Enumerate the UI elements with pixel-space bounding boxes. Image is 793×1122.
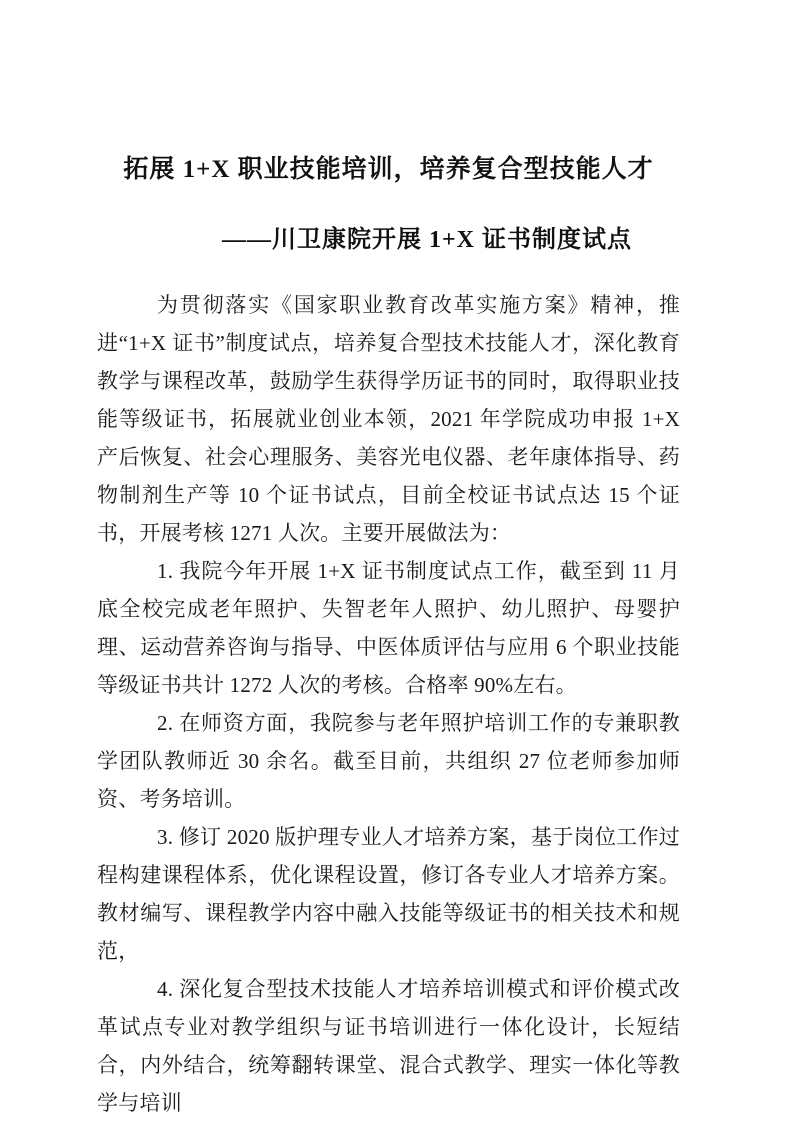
document-subtitle: ——川卫康院开展 1+X 证书制度试点 bbox=[221, 227, 632, 253]
paragraph-item-1: 1. 我院今年开展 1+X 证书制度试点工作，截至到 11 月底全校完成老年照护、失智老年人照护、幼儿照护、母婴护理、运动营养咨询与指导、中医体质评估与应用 6 个职业技能等级证书共计 1272 人次的考核。合格率 90%左右。 bbox=[97, 559, 680, 697]
paragraph-intro: 为贯彻落实《国家职业教育改革实施方案》精神，推进“1+X 证书”制度试点，培养复合型技术技能人才，深化教育教学与课程改革，鼓励学生获得学历证书的同时，取得职业技能等级证书，拓展就业创业本领，2021 年学院成功申报 1+X 产后恢复、社会心理服务、美容光电仪器、老年康体指导、药物制剂生产等 10 个证书试点，目前全校证书试点达 15 个证书，开展考核 1271 人次。主要开展做法为： bbox=[97, 293, 680, 545]
paragraph-item-2: 2. 在师资方面，我院参与老年照护培训工作的专兼职教学团队教师近 30 余名。截至目前，共组织 27 位老师参加师资、考务培训。 bbox=[97, 711, 680, 811]
paragraph-item-4: 4. 深化复合型技术技能人才培养培训模式和评价模式改革试点专业对教学组织与证书培训进行一体化设计，长短结合，内外结合，统筹翻转课堂、混合式教学、理实一体化等教学与培训 bbox=[97, 977, 680, 1115]
document-body bbox=[97, 286, 680, 1122]
document-title: 拓展 1+X 职业技能培训，培养复合型技能人才 bbox=[123, 156, 654, 183]
paragraph-item-3: 3. 修订 2020 版护理专业人才培养方案，基于岗位工作过程构建课程体系，优化课程设置，修订各专业人才培养方案。教材编写、课程教学内容中融入技能等级证书的相关技术和规范， bbox=[97, 825, 680, 963]
